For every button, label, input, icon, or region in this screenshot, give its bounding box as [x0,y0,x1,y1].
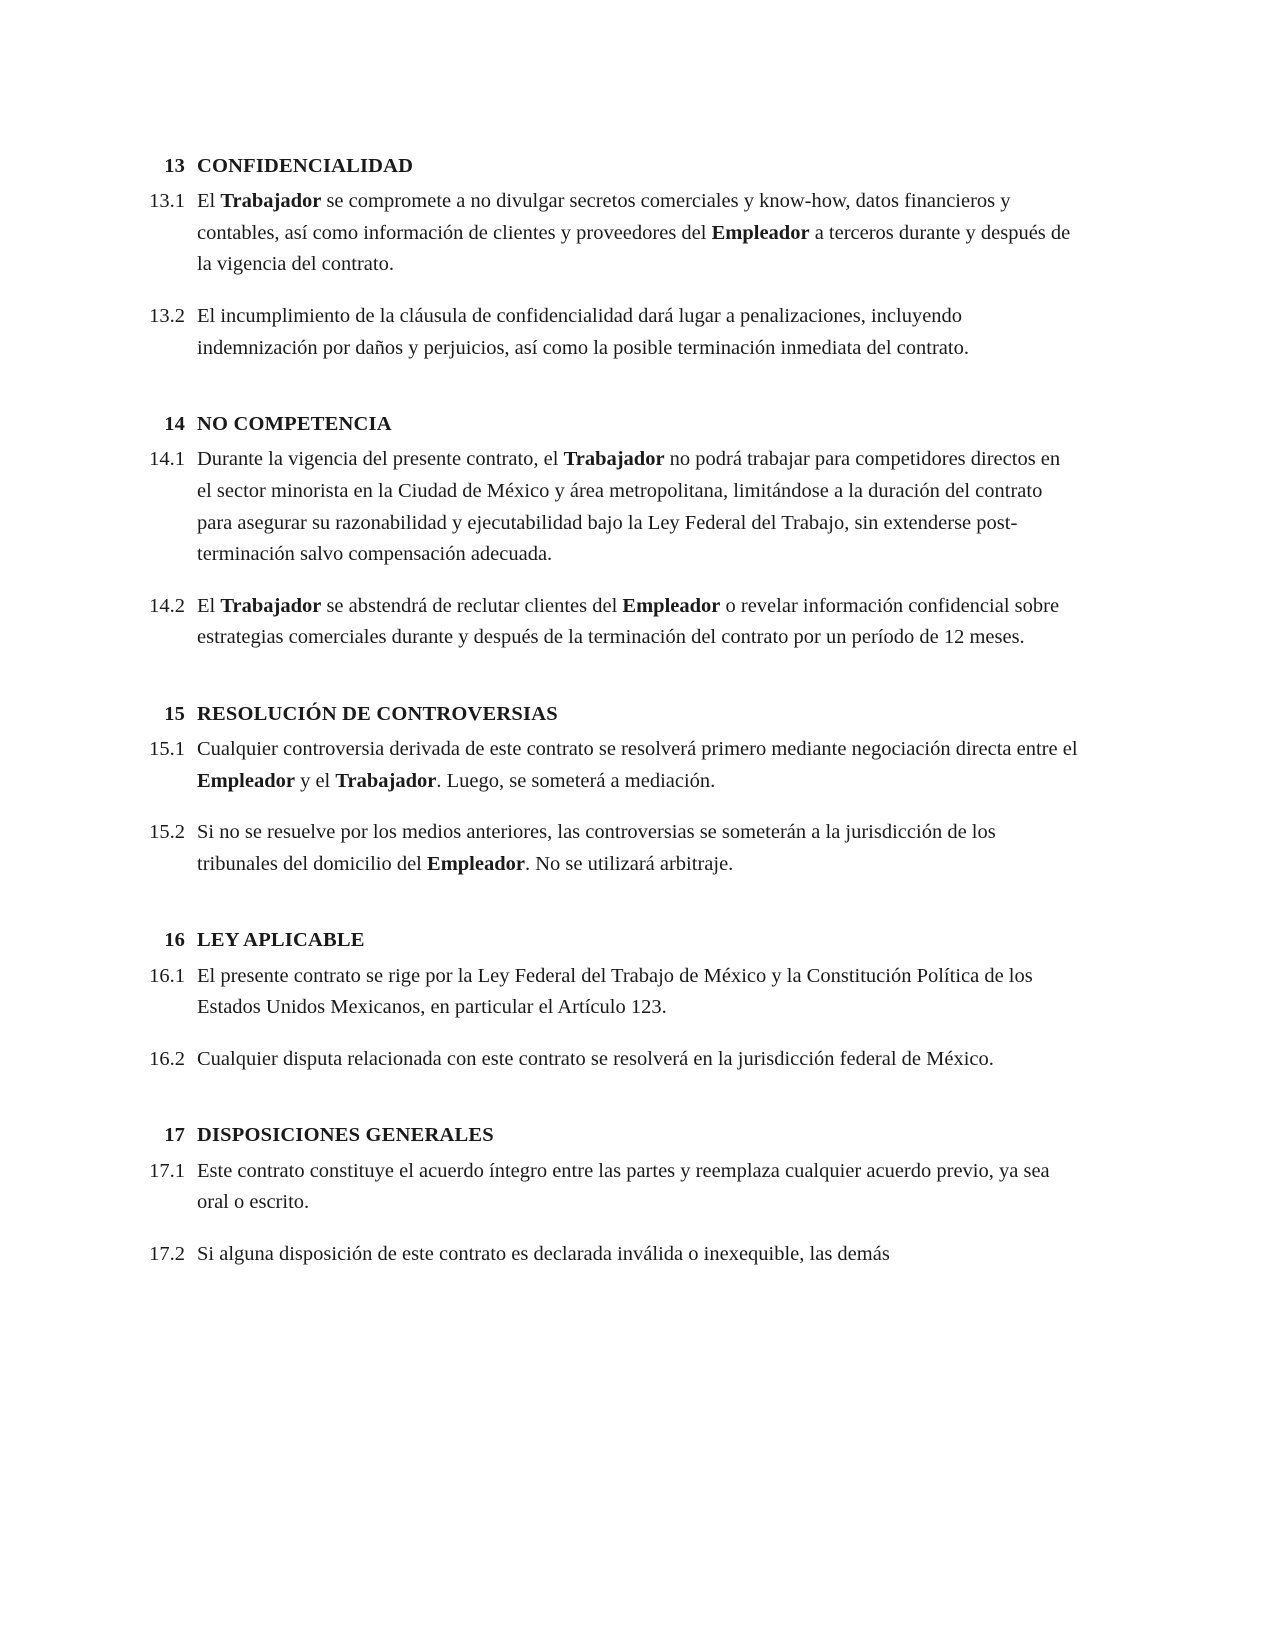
clause-14.2 [133,591,1078,654]
clause-text: Cualquier controversia derivada de este contrato se resolverá primero mediante negociación directa entre el Empleador y el Trabajador. Luego, se someterá a mediación. [197,738,1078,792]
section-number: 14 [164,413,185,436]
section-number: 16 [164,929,185,952]
clause-number: 16.1 [149,964,185,987]
section-number: 13 [164,155,185,177]
clause-16.2 [133,1044,1078,1076]
section-spacer [133,880,1078,926]
clause-15.2 [133,817,1078,880]
section-spacer [133,364,1078,410]
clause-text: Cualquier disputa relacionada con este contrato se resolverá en la jurisdicción federal de México. [197,1047,994,1070]
section-heading [133,926,1078,954]
clause-number: 17.1 [149,1159,185,1182]
section-14 [133,410,1078,654]
clause-16.1 [133,961,1078,1024]
clause-text: El presente contrato se rige por la Ley Federal del Trabajo de México y la Constitución Política de los Estados Unidos Mexicanos, en particular el Artículo 123. [197,964,1033,1019]
clause-14.1 [133,444,1078,570]
clause-13.1 [133,186,1078,281]
clause-17.2 [133,1239,1078,1271]
clause-text: El Trabajador se compromete a no divulgar secretos comerciales y know-how, datos financieros y contables, así como información de clientes y proveedores del Empleador a terceros durante y después de la vigencia del contrato. [197,190,1071,276]
clause-15.1 [133,734,1078,797]
clause-17.1 [133,1156,1078,1219]
section-13 [133,152,1078,364]
clause-text: El incumplimiento de la cláusula de confidencialidad dará lugar a penalizaciones, incluyendo indemnización por daños y perjuicios, así como la posible terminación inmediata del contrato. [197,304,969,359]
section-17 [133,1121,1078,1270]
section-title: DISPOSICIONES GENERALES [197,1124,494,1147]
section-heading [133,152,1078,180]
clause-13.2 [133,301,1078,364]
document-body [133,152,1078,1270]
clause-number: 17.2 [149,1242,185,1265]
section-number: 17 [164,1124,185,1147]
section-title: CONFIDENCIALIDAD [197,155,414,177]
clause-number: 14.2 [149,594,185,617]
section-spacer [133,654,1078,700]
section-title: LEY APLICABLE [197,929,365,952]
clause-text: Si no se resuelve por los medios anteriores, las controversias se someterán a la jurisdicción de los tribunales del domicilio del Empleador. No se utilizará arbitraje. [197,821,996,875]
section-title: NO COMPETENCIA [197,413,392,436]
clause-text: Este contrato constituye el acuerdo íntegro entre las partes y reemplaza cualquier acuerdo previo, ya sea oral o escrito. [197,1159,1050,1214]
section-number: 15 [164,702,185,725]
clause-text: Si alguna disposición de este contrato es declarada inválida o inexequible, las demás [197,1242,890,1265]
section-heading [133,1121,1078,1149]
section-spacer [133,1075,1078,1121]
section-heading [133,410,1078,438]
clause-text: Durante la vigencia del presente contrato, el Trabajador no podrá trabajar para competidores directos en el sector minorista en la Ciudad de México y área metropolitana, limitándose a la duración del contrato para asegurar su razonabilidad y ejecutabilidad bajo la Ley Federal del Trabajo, sin extenderse post-terminación salvo compensación adecuada. [197,448,1061,566]
clause-number: 15.1 [149,738,185,761]
section-15 [133,700,1078,881]
clause-text: El Trabajador se abstendrá de reclutar clientes del Empleador o revelar información confidencial sobre estrategias comerciales durante y después de la terminación del contrato por un período de 12 meses. [197,594,1060,649]
clause-number: 15.2 [149,821,185,844]
clause-number: 14.1 [149,448,185,471]
section-title: RESOLUCIÓN DE CONTROVERSIAS [197,702,558,725]
clause-number: 16.2 [149,1047,185,1070]
clause-number: 13.1 [149,190,185,213]
section-16 [133,926,1078,1075]
section-heading [133,700,1078,728]
clause-number: 13.2 [149,304,185,327]
